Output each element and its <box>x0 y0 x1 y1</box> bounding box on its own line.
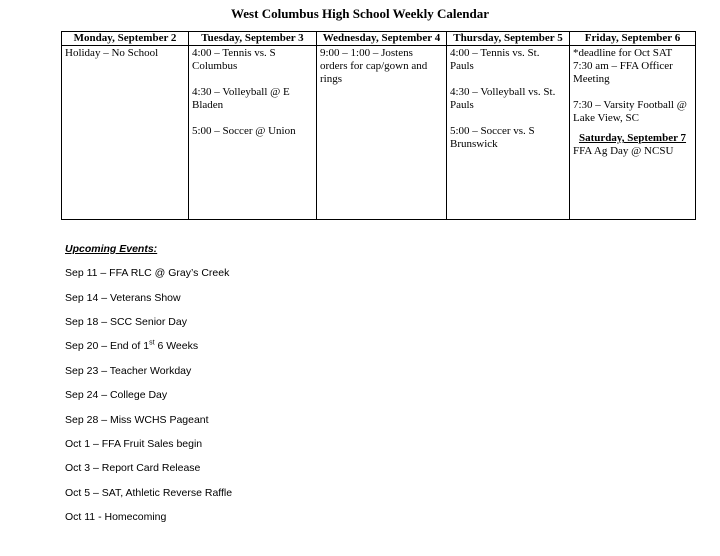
upcoming-event-item: Sep 18 – SCC Senior Day <box>65 316 187 328</box>
calendar-event: 7:30 – Varsity Football @ Lake View, SC <box>573 99 687 124</box>
upcoming-event-item: Oct 5 – SAT, Athletic Reverse Raffle <box>65 487 233 499</box>
calendar-events-row <box>62 46 696 220</box>
calendar-event: 4:30 – Volleyball vs. St. Pauls <box>450 86 556 111</box>
calendar-event: FFA Ag Day @ NCSU <box>573 145 674 157</box>
calendar-event: 9:00 – 1:00 – Jostens orders for cap/gown and rings <box>320 47 428 85</box>
page-title: West Columbus High School Weekly Calendar <box>231 6 489 21</box>
upcoming-event-item: Oct 11 - Homecoming <box>65 511 167 523</box>
day-cell-tuesday <box>189 46 317 220</box>
day-cell-wednesday <box>317 46 447 220</box>
day-header-wednesday: Wednesday, September 4 <box>317 32 447 46</box>
day-cell-thursday <box>447 46 570 220</box>
ordinal-suffix: st <box>149 339 155 347</box>
day-header-thursday: Thursday, September 5 <box>447 32 570 46</box>
calendar-event: 4:30 – Volleyball @ E Bladen <box>192 86 290 111</box>
calendar-event: 4:00 – Tennis vs. S Columbus <box>192 47 276 72</box>
day-header-tuesday: Tuesday, September 3 <box>189 32 317 46</box>
upcoming-event-item <box>65 339 198 353</box>
upcoming-event-item: Oct 1 – FFA Fruit Sales begin <box>65 438 203 450</box>
upcoming-event-text: 6 Weeks <box>154 340 199 352</box>
calendar-event: Holiday – No School <box>65 47 159 59</box>
upcoming-event-item: Sep 11 – FFA RLC @ Gray’s Creek <box>65 267 230 279</box>
calendar-header-row <box>62 32 696 46</box>
calendar-event: 7:30 am – FFA Officer Meeting <box>573 60 673 85</box>
weekly-calendar-table <box>61 31 696 220</box>
calendar-event: 5:00 – Soccer vs. S Brunswick <box>450 125 535 150</box>
day-header-friday: Friday, September 6 <box>570 32 696 46</box>
day-subheader-saturday: Saturday, September 7 <box>578 132 687 144</box>
calendar-event: 4:00 – Tennis vs. St. Pauls <box>450 47 540 72</box>
upcoming-event-item: Sep 14 – Veterans Show <box>65 292 181 304</box>
upcoming-events-heading: Upcoming Events: <box>65 243 158 255</box>
day-cell-friday <box>570 46 696 220</box>
upcoming-event-item: Sep 23 – Teacher Workday <box>65 365 192 377</box>
day-cell-monday <box>62 46 189 220</box>
upcoming-event-item: Sep 24 – College Day <box>65 389 168 401</box>
day-header-monday: Monday, September 2 <box>62 32 189 46</box>
calendar-event: *deadline for Oct SAT <box>573 47 673 59</box>
upcoming-event-text: Sep 20 – End of 1 <box>65 340 150 352</box>
upcoming-events-section <box>65 241 233 523</box>
calendar-event: 5:00 – Soccer @ Union <box>192 125 296 137</box>
upcoming-event-item: Oct 3 – Report Card Release <box>65 462 201 474</box>
upcoming-event-item: Sep 28 – Miss WCHS Pageant <box>65 414 209 426</box>
